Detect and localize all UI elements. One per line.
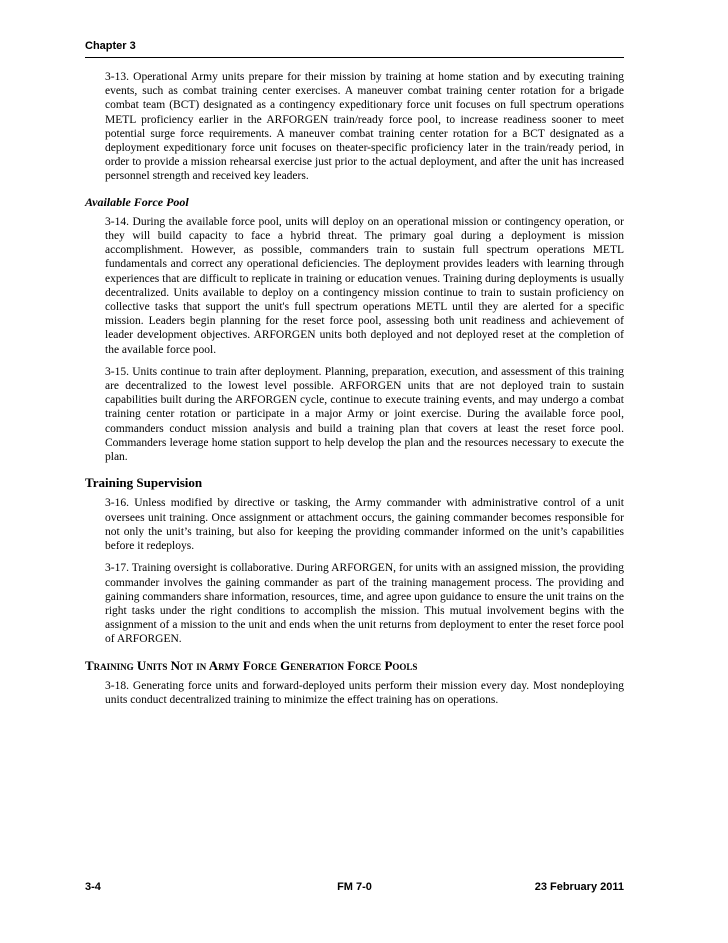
heading-training-supervision: Training Supervision: [85, 475, 203, 491]
paragraph-3-16: 3-16. Unless modified by directive or tasking, the Army commander with administrative control of a unit oversees unit training. Once assignment or attachment occurs, the gaining commander becomes responsible for not only the unit’s training, but also for keeping the providing commander informed on the unit’s capabilities before it redeploys.: [105, 497, 624, 553]
page-body: [85, 70, 624, 715]
page-number: 3-4: [85, 881, 101, 893]
paragraph-3-17: 3-17. Training oversight is collaborative. During ARFORGEN, for units with an assigned mission, the providing commander involves the gaining commander as part of the training management process. The providing and gaining commanders share information, resources, time, and agree upon guidance to ensure the unit trains on the right tasks under the right conditions to accomplish the mission. This mutual involvement begins with the assignment of a mission to the unit and ends when the unit returns from deployment to enter the reset force pool of ARFORGEN.: [105, 562, 624, 646]
publication-date: 23 February 2011: [534, 881, 624, 893]
heading-training-units-not-in-arforgen: Training Units Not in Army Force Generation Force Pools: [85, 657, 418, 673]
paragraph-3-15: 3-15. Units continue to train after deployment. Planning, preparation, execution, and assessment of this training are decentralized to the lowest level possible. ARFORGEN units that are not deployed train to sustain capabilities built during the ARFORGEN cycle, continue to execute training events, and may undergo a combat training center rotation or participate in a major Army or joint exercise. During the available force pool, commanders conduct mission analysis and build a training plan that covers at least the reset force pool. Commanders leverage home station support to help develop the plan and the resources necessary to execute the plan.: [105, 365, 624, 464]
chapter-header: Chapter 3: [85, 40, 136, 52]
heading-available-force-pool: Available Force Pool: [85, 194, 189, 209]
publication-id: FM 7-0: [337, 881, 372, 893]
paragraph-3-14: 3-14. During the available force pool, units will deploy on an operational mission or contingency operation, or they will build capacity to face a hybrid threat. The primary goal during a deployment is mission accomplishment. However, as possible, commanders train to sustain full spectrum operations METL fundamentals and correct any operational deficiencies. The deployment provides leaders with learning through experiences that are difficult to replicate in training or education venues. Training during deployments is usually decentralized. Units available to deploy on a contingency mission continue to train to sustain proficiency on collective tasks that support the unit's full spectrum operations METL until they are alerted for a specific mission. Leaders begin planning for the reset force pool, assessing both unit readiness and achievement of leader development objectives. ARFORGEN units both deployed and not deployed reset at the completion of the available force pool.: [105, 215, 624, 356]
paragraph-3-18: 3-18. Generating force units and forward-deployed units perform their mission every day. Most nondeploying units conduct decentralized training to minimize the effect training has on operations.: [105, 679, 624, 706]
header-rule: [85, 57, 624, 58]
paragraph-3-13: 3-13. Operational Army units prepare for their mission by training at home station and by executing training events, such as combat training center exercises. A maneuver combat training center rotation for a brigade combat team (BCT) designated as a contingency expeditionary force unit focuses on full spectrum operations METL proficiency earlier in the ARFORGEN train/ready force pool, to increase readiness sooner to meet potential surge force requirements. A maneuver combat training center rotation for a BCT designated as a deployment expeditionary force unit focuses on theater-specific proficiency later in the train/ready period, in order to provide a mission rehearsal exercise just prior to the actual deployment, and after the unit has increased personnel strength and received key leaders.: [105, 71, 624, 183]
